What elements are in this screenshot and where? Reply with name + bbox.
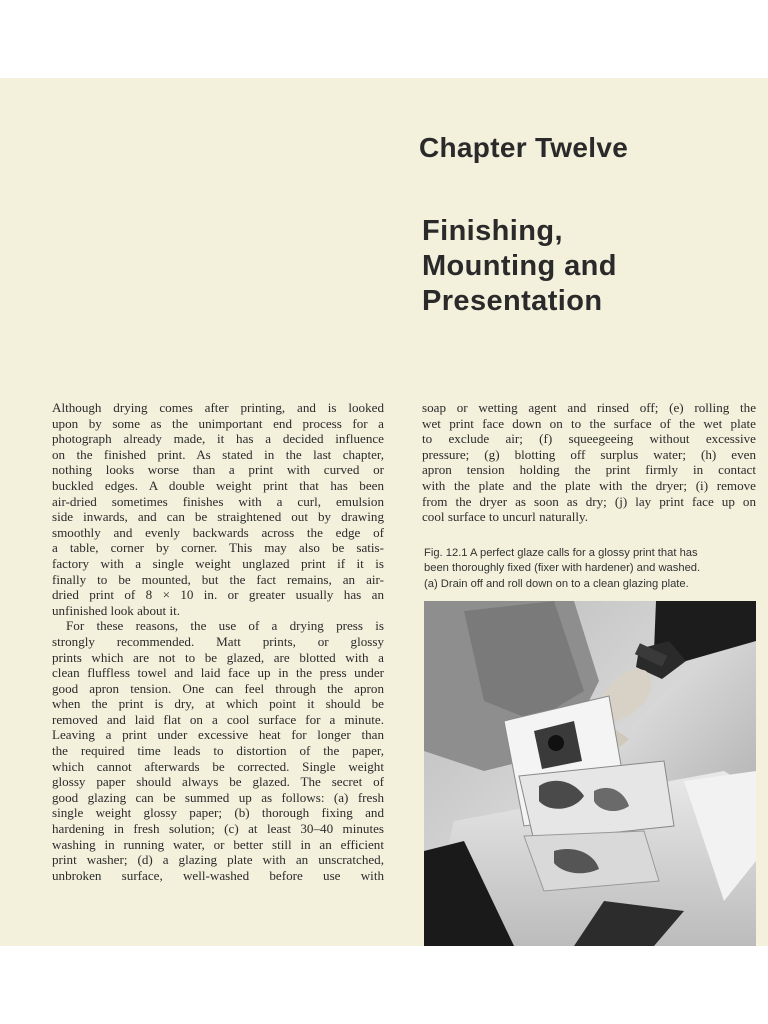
text-line: photograph already made, it has a decided influence: [52, 431, 384, 447]
chapter-title: [422, 214, 617, 319]
text-line: removed and laid flat on a cool surface for a minute.: [52, 711, 384, 727]
text-line: dried print of 8 × 10 in. or greater usually has an: [52, 587, 384, 603]
text-line: Although drying comes after printing, and is looked: [52, 400, 384, 415]
text-line: air-dried sometimes finishes with a curl, emulsion: [52, 493, 384, 509]
text-line: which cannot afterwards be corrected. Single weight: [52, 758, 384, 774]
text-line: the required time leads to distortion of the paper,: [52, 743, 384, 759]
body-text-left-column: [52, 400, 384, 883]
text-line: unbroken surface, well-washed before use with: [52, 867, 384, 883]
body-text-right-column: [422, 400, 756, 525]
text-line: strongly recommended. Matt prints, or glossy: [52, 633, 384, 649]
text-line: buckled edges. A double weight print that has been: [52, 477, 384, 493]
text-line: upon by some as the unimportant end process for a: [52, 415, 384, 431]
text-line: a table, corner by corner. This may also be satis-: [52, 540, 384, 556]
caption-line: been thoroughly fixed (fixer with hardener) and washed.: [424, 562, 701, 575]
text-line: For these reasons, the use of a drying press is: [66, 618, 384, 634]
chapter-title-line: Mounting and: [422, 250, 617, 282]
text-line: glossy paper should always be glazed. The secret of: [52, 774, 384, 790]
caption-line: (a) Drain off and roll down on to a clean glazing plate.: [424, 577, 689, 590]
text-line: to exclude air; (f) squeegeeing without excessive: [422, 431, 756, 447]
text-line: pressure; (g) blotting off surplus water; (h) even: [422, 446, 756, 462]
text-line: hardening in fresh solution; (c) at least 30–40 minutes: [52, 821, 384, 837]
text-line: side inwards, and can be straightened out by drawing: [52, 509, 384, 525]
caption-line: Fig. 12.1 A perfect glaze calls for a glossy print that has: [424, 547, 698, 559]
text-line: clean fluffless towel and laid face up in the press under: [52, 665, 384, 681]
text-line: smoothly and evenly backwards across the edge of: [52, 524, 384, 540]
text-line: on the finished print. As stated in the last chapter,: [52, 446, 384, 462]
text-line: prints which are not to be glazed, are blotted with a: [52, 649, 384, 665]
text-line: soap or wetting agent and rinsed off; (e) rolling the: [422, 400, 756, 415]
text-line: from the dryer as soon as dry; (j) lay print face up on: [422, 493, 756, 509]
text-line: when the print is dry, at which point it should be: [52, 696, 384, 712]
chapter-label: Chapter Twelve: [419, 132, 629, 163]
text-line: nothing looks worse than a print with curved or: [52, 462, 384, 478]
text-line: finally to be mounted, but the fact remains, an air-: [52, 571, 384, 587]
text-line: washing in running water, or better still in an efficient: [52, 836, 384, 852]
book-page: [0, 78, 768, 946]
text-line: apron tension holding the print firmly in contact: [422, 462, 756, 478]
text-line: Leaving a print under excessive heat for longer than: [52, 727, 384, 743]
text-line: unfinished look about it.: [52, 602, 181, 618]
text-line: with the plate and the plate with the dryer; (i) remove: [422, 477, 756, 493]
figure-caption: [424, 546, 756, 592]
chapter-title-line: Presentation: [422, 285, 603, 317]
chapter-title-line: Finishing,: [422, 215, 563, 247]
text-line: single weight glossy paper; (b) thorough fixing and: [52, 805, 384, 821]
glazing-photo-illustration: [424, 601, 756, 946]
text-line: good glazing can be summed up as follows: (a) fresh: [52, 789, 384, 805]
text-line: wet print face down on to the surface of the wet plate: [422, 415, 756, 431]
text-line: cool surface to uncurl naturally.: [422, 509, 589, 525]
text-line: print washer; (d) a glazing plate with an unscratched,: [52, 852, 384, 868]
text-line: good apron tension. One can feel through the apron: [52, 680, 384, 696]
figure-photo: [424, 601, 756, 946]
text-line: factory with a single weight unglazed print if it is: [52, 555, 384, 571]
